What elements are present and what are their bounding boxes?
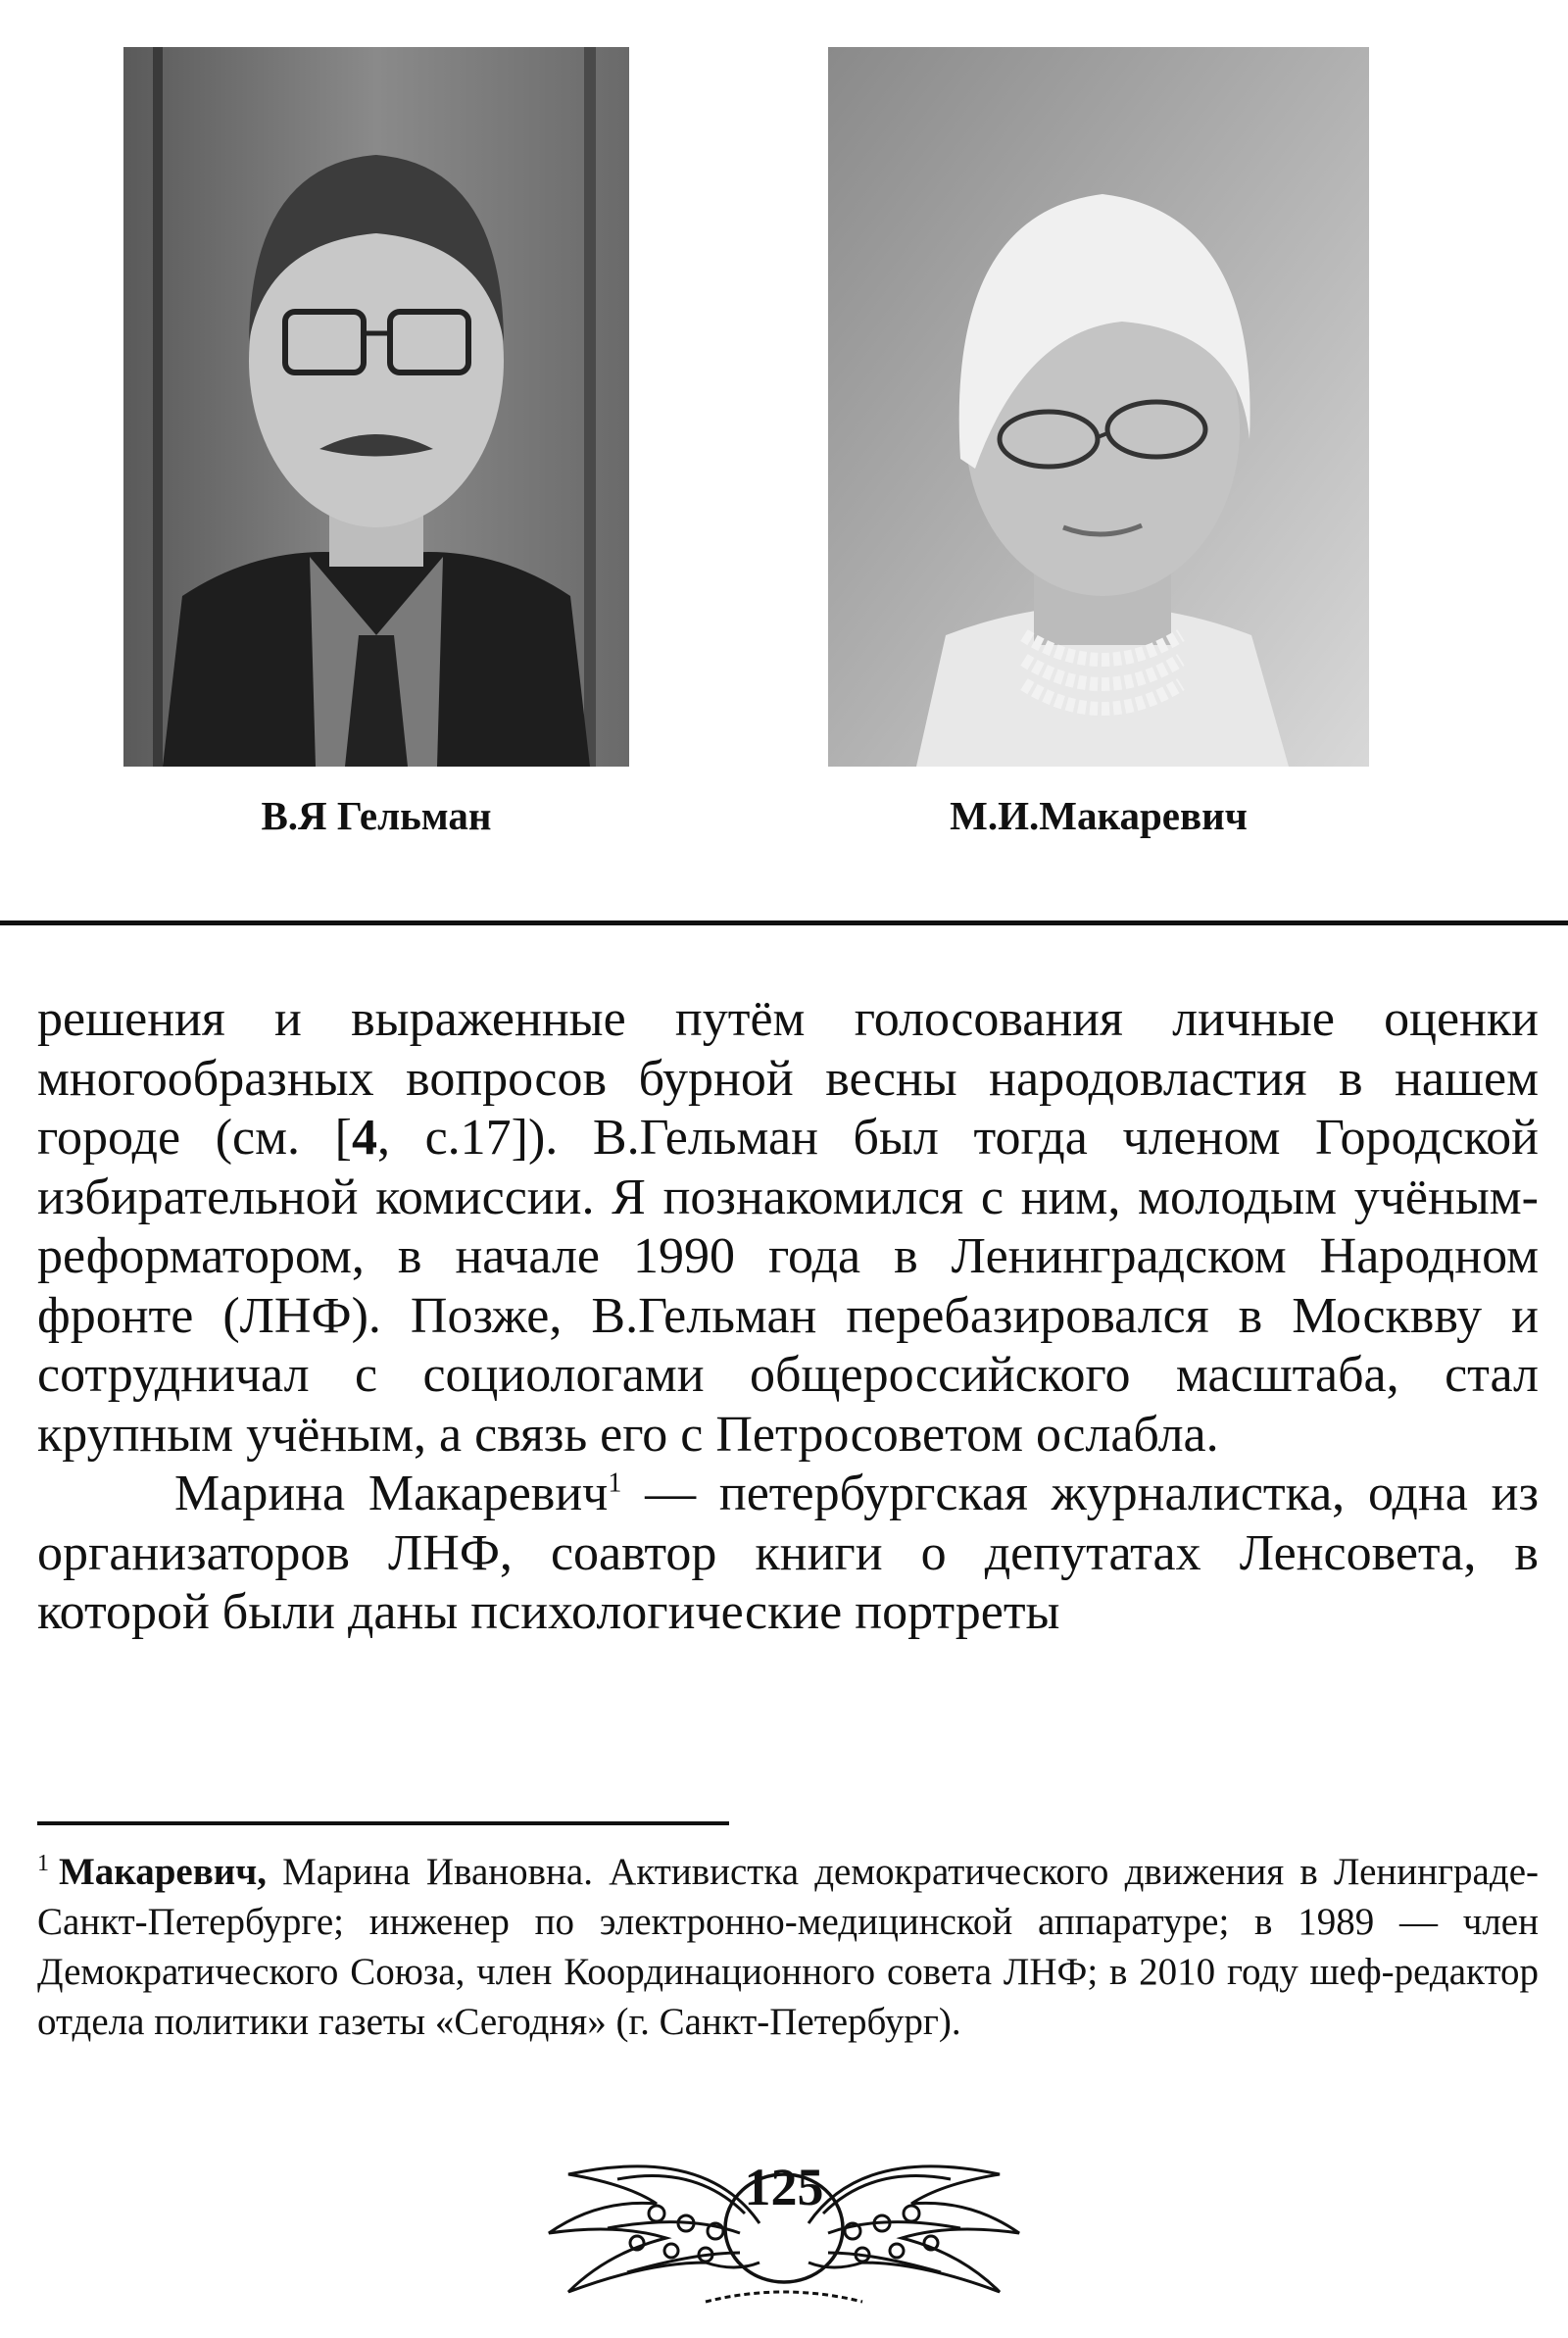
paragraph-2 (37, 1465, 1539, 1643)
footnote (37, 1847, 1539, 2047)
portrait-photo-right (828, 47, 1369, 767)
reference-number: 4 (351, 1110, 377, 1166)
footnote-text: Марина Ивановна. Активистка демократического движения в Ленинграде-Санкт-Петербурге; инженер по электронно-медицинской аппаратуре; в 1989 — член Демократического Союза, член Координационного совета ЛНФ; в 2010 году шеф-редактор отдела политики газеты «Сегодня» (г. Санкт-Петербург). (37, 1851, 1539, 2043)
paragraph-2-text-a: Марина Макаревич (174, 1466, 609, 1521)
footnote-reference: 1 (608, 1467, 622, 1499)
page-number: 125 (744, 2158, 824, 2216)
section-divider (0, 920, 1568, 925)
portrait-photo-left (123, 47, 629, 767)
main-text (37, 990, 1539, 1643)
paragraph-1 (37, 990, 1539, 1465)
paragraph-2-text-b: — петербургская журналистка, одна из организаторов ЛНФ, соавтор книги о депутатах Ленсовета, в которой были даны психологические портреты (37, 1466, 1539, 1640)
portrait-caption-left: В.Я Гельман (261, 793, 492, 838)
footnote-divider (37, 1821, 729, 1825)
paragraph-1-text-b: , с.17]). В.Гельман был тогда членом Городской избирательной комиссии. Я познакомился с ним, молодым учёным-реформатором, в начале 1990 года в Ленинградском Народном фронте (ЛНФ). Позже, В.Гельман перебазировался в Москвву и сотрудничал с социологами общероссийского масштаба, стал крупным учёным, а связь его с Петросоветом ослабла. (37, 1110, 1539, 1463)
paragraph-1-text-a: решения и выраженные путём голосования личные оценки многообразных вопросов бурной весны народовластия в нашем городе (см. [ (37, 991, 1539, 1166)
portrait-caption-right: М.И.Макаревич (950, 793, 1248, 838)
footnote-marker: 1 (37, 1851, 49, 1876)
footnote-name: Макаревич, (59, 1851, 267, 1893)
